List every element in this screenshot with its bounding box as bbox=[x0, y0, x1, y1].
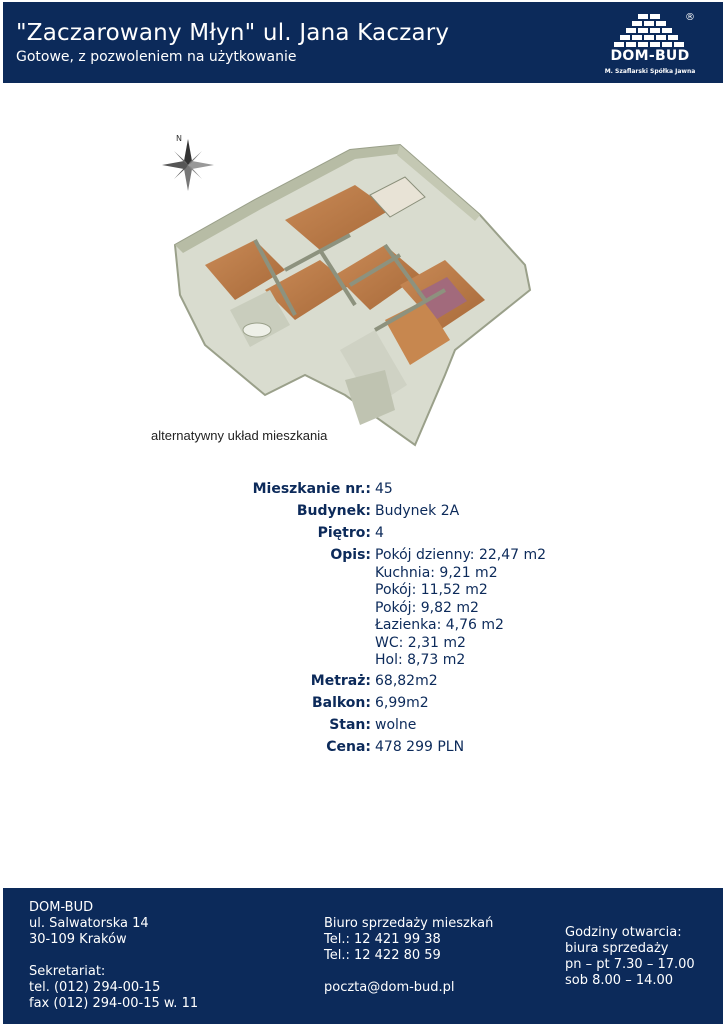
room-item: Kuchnia: 9,21 m2 bbox=[375, 564, 498, 581]
secretariat-label: Sekretariat: bbox=[29, 964, 106, 979]
detail-row-mieszkanie bbox=[0, 481, 725, 503]
value-balkon: 6,99m2 bbox=[375, 695, 429, 711]
logo-subtext: M. Szaflarski Spółka Jawna bbox=[604, 68, 696, 75]
room-item: Hol: 8,73 m2 bbox=[375, 652, 466, 668]
secretariat-phone: tel. (012) 294-00-15 bbox=[29, 980, 161, 995]
page-subtitle: Gotowe, z pozwoleniem na użytkowanie bbox=[16, 49, 297, 65]
room-item: Łazienka: 4,76 m2 bbox=[375, 617, 504, 633]
company-street: ul. Salwatorska 14 bbox=[29, 916, 149, 931]
detail-row-budynek bbox=[0, 503, 725, 525]
compass-north-label: N bbox=[176, 134, 182, 143]
label-budynek: Budynek: bbox=[296, 503, 371, 519]
detail-row-metraz bbox=[0, 673, 725, 695]
company-city: 30-109 Kraków bbox=[29, 932, 127, 947]
label-cena: Cena: bbox=[326, 739, 371, 755]
value-stan: wolne bbox=[375, 717, 417, 733]
sales-phone-2: Tel.: 12 422 80 59 bbox=[324, 948, 441, 963]
hours-saturday: sob 8.00 – 14.00 bbox=[565, 973, 674, 988]
secretariat-fax: fax (012) 294-00-15 w. 11 bbox=[29, 996, 199, 1011]
apartment-details bbox=[0, 481, 725, 761]
footer-opening-hours bbox=[565, 925, 695, 989]
compass-rose-icon bbox=[162, 134, 214, 191]
room-item: Pokój: 11,52 m2 bbox=[375, 582, 488, 598]
value-pietro: 4 bbox=[375, 525, 384, 541]
header-banner bbox=[3, 2, 723, 83]
detail-row-balkon bbox=[0, 695, 725, 717]
dom-bud-logo bbox=[603, 10, 718, 78]
label-mieszkanie: Mieszkanie nr.: bbox=[252, 481, 371, 497]
label-metraz: Metraż: bbox=[310, 673, 371, 689]
sales-phone-1: Tel.: 12 421 99 38 bbox=[324, 932, 441, 947]
value-mieszkanie: 45 bbox=[375, 481, 393, 497]
label-opis: Opis: bbox=[330, 547, 371, 563]
value-cena: 478 299 PLN bbox=[375, 739, 465, 755]
footer-company-info bbox=[29, 900, 198, 1012]
detail-row-opis bbox=[0, 547, 725, 673]
value-metraz: 68,82m2 bbox=[375, 673, 438, 689]
company-name: DOM-BUD bbox=[29, 900, 94, 915]
detail-row-cena bbox=[0, 739, 725, 761]
registered-mark: ® bbox=[685, 12, 695, 23]
hours-subtitle: biura sprzedaży bbox=[565, 941, 669, 956]
footer-sales-office bbox=[324, 916, 493, 996]
brick-wall-icon bbox=[603, 10, 697, 50]
email-link[interactable]: poczta@dom-bud.pl bbox=[324, 980, 455, 995]
label-pietro: Piętro: bbox=[317, 525, 371, 541]
value-budynek: Budynek 2A bbox=[375, 503, 460, 519]
room-item: Pokój dzienny: 22,47 m2 bbox=[375, 547, 547, 563]
room-item: Pokój: 9,82 m2 bbox=[375, 599, 479, 616]
room-list bbox=[375, 547, 546, 670]
floor-plan-image bbox=[145, 125, 585, 455]
logo-text: DOM-BUD bbox=[610, 48, 690, 64]
footer-banner bbox=[3, 888, 723, 1024]
page-title: "Zaczarowany Młyn" ul. Jana Kaczary bbox=[16, 20, 450, 46]
hours-title: Godziny otwarcia: bbox=[565, 925, 682, 940]
label-stan: Stan: bbox=[329, 717, 371, 733]
hours-weekdays: pn – pt 7.30 – 17.00 bbox=[565, 957, 695, 972]
label-balkon: Balkon: bbox=[311, 695, 371, 711]
detail-row-pietro bbox=[0, 525, 725, 547]
room-item: WC: 2,31 m2 bbox=[375, 634, 466, 651]
plan-caption: alternatywny układ mieszkania bbox=[151, 428, 328, 443]
sales-office-title: Biuro sprzedaży mieszkań bbox=[324, 916, 494, 931]
detail-row-stan bbox=[0, 717, 725, 739]
